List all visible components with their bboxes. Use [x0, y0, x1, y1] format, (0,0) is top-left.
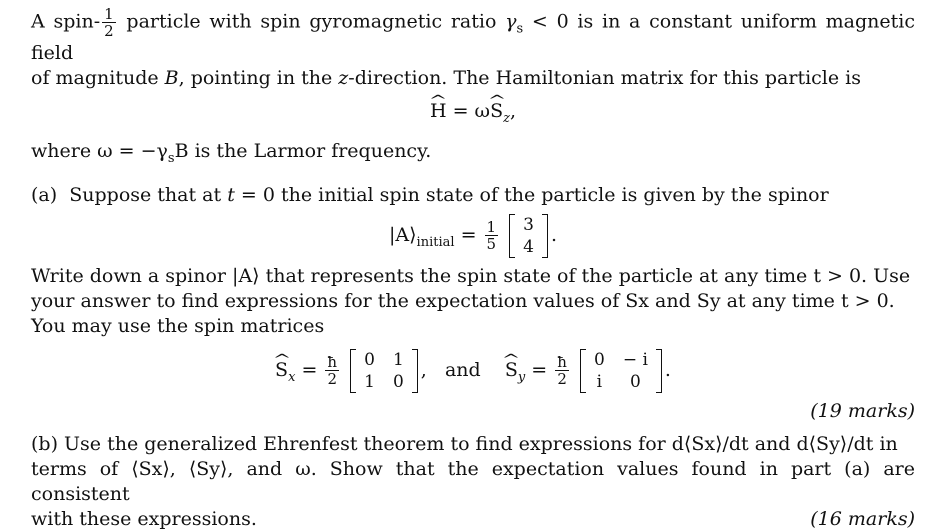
intro-paragraph [31, 6, 915, 91]
part-b-marks: (16 marks) [810, 507, 915, 530]
document [31, 6, 915, 532]
initial-spinor-equation: $|A⟩_{initial}$ = $\frac{1}{5}$ 3 4 . [389, 214, 557, 257]
one-fifth-fraction: $\frac{1}{5}$ [486, 218, 497, 254]
intro-line-1: A spin- $\frac{1}{2}$ particle with spin gyromagnetic ratio $\gamma_s < 0$ is in a constant uniform magnetic field [31, 5, 915, 65]
initial-vector: 3 4 [509, 214, 548, 258]
hamiltonian-equation: ^ H = ω^ $S_z$, [31, 99, 915, 131]
sx-matrix: 0 1 1 0 [350, 349, 418, 393]
one-half-fraction: $\frac{1}{2}$ [104, 5, 114, 40]
part-a [31, 183, 915, 424]
part-b [31, 432, 915, 532]
larmor-line: where $\omega = -\gamma_sB$ is the Larmor frequency. [31, 140, 432, 166]
part-a-body: Write down a spinor |A⟩ that represents the spin state of the particle at any time t > 0. Use your answer to find expressions for the expectation values of Sx and Sy at any time t > 0. You may use the spin matrices [31, 264, 911, 337]
spin-matrices-equation: ^ $S_x$ = $\frac{ħ}{2}$ 0 1 1 0 , and ^ $S_y$ = $\frac{ħ}{2}$ 0 − i i 0 . [31, 349, 915, 393]
part-a-marks: (19 marks) [810, 399, 915, 422]
part-b-body: (b) Use the generalized Ehrenfest theorem to find expressions for d⟨Sx⟩/dt and d⟨Sy⟩/dt in terms of ⟨Sx⟩, ⟨Sy⟩, and ω. Show that the expectation values found in part (a) are consistent with these expressions. [31, 432, 915, 530]
intro-line-2: of magnitude B, pointing in the z-direction. The Hamiltonian matrix for this particle is [31, 67, 861, 90]
part-a-intro: (a) Suppose that at t = 0 the initial spin state of the particle is given by the spinor [31, 183, 829, 206]
sy-matrix: 0 − i i 0 [580, 349, 662, 393]
